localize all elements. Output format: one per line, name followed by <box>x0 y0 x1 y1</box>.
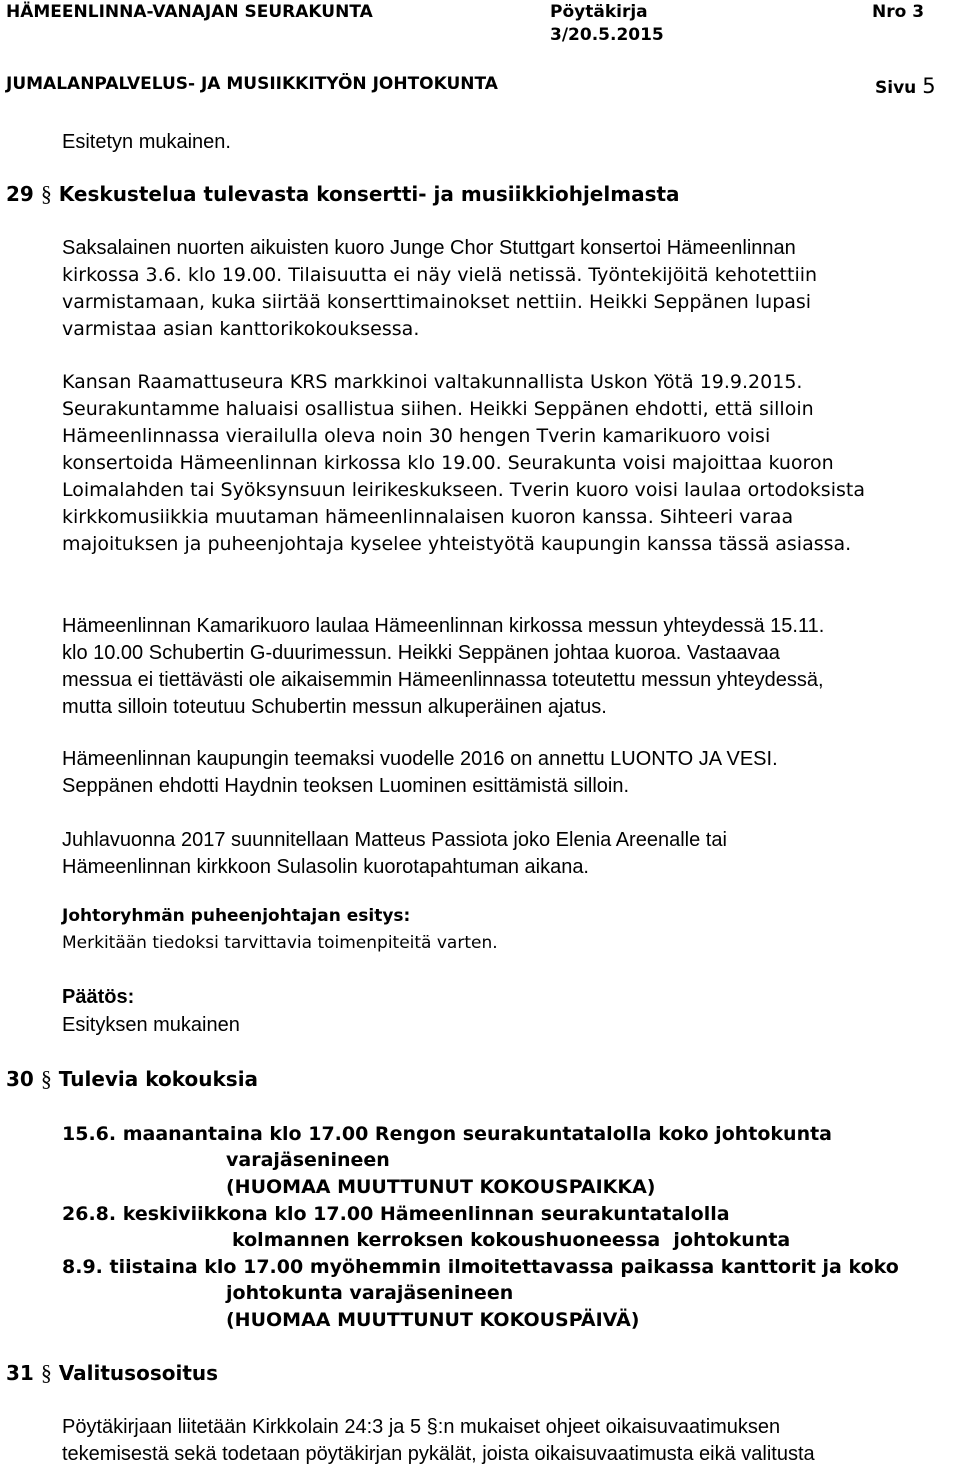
paragraph-line: varmistamaan, kuka siirtää konserttimainokset nettiin. Heikki Seppänen lupasi <box>62 291 812 313</box>
section-title: Keskustelua tulevasta konsertti- ja musiikkiohjelmasta <box>58 182 680 206</box>
paragraph-line: mutta silloin toteutuu Schubertin messun alkuperäinen ajatus. <box>62 696 607 718</box>
header-page-label: Sivu <box>875 78 917 98</box>
paragraph-line: Pöytäkirjaan liitetään Kirkkolain 24:3 ja 5 §:n mukaiset ohjeet oikaisuvaatimuksen <box>62 1416 781 1438</box>
paragraph-line: Hämeenlinnassa vierailulla oleva noin 30 hengen Tverin kamarikuoro voisi <box>62 425 771 447</box>
decision-label: Päätös: <box>62 986 135 1008</box>
meeting-3-line-3: (HUOMAA MUUTTUNUT KOKOUSPÄIVÄ) <box>226 1309 640 1331</box>
paragraph-line: klo 10.00 Schubertin G-duurimessun. Heikki Seppänen johtaa kuoroa. Vastaavaa <box>62 642 780 664</box>
header-page <box>875 74 936 98</box>
header-organization: HÄMEENLINNA-VANAJAN SEURAKUNTA <box>6 2 373 22</box>
section-number: 30 <box>6 1067 34 1091</box>
section-title: Valitusosoitus <box>58 1361 219 1385</box>
proposal-label: Johtoryhmän puheenjohtajan esitys: <box>62 906 411 926</box>
section-number: 29 <box>6 182 34 206</box>
section-29-paragraph-4 <box>62 746 778 800</box>
header-date: 3/20.5.2015 <box>550 25 664 45</box>
section-29-paragraph-1 <box>62 235 817 343</box>
meeting-1-line-2: varajäsenineen <box>226 1149 390 1171</box>
paragraph-line: Seurakuntamme haluaisi osallistua siihen. Heikki Seppänen ehdotti, että silloin <box>62 398 814 420</box>
header-doc-number: Nro 3 <box>872 2 925 22</box>
section-31-heading <box>6 1360 218 1386</box>
section-29-paragraph-5 <box>62 827 727 881</box>
paragraph-line: Kansan Raamattuseura KRS markkinoi valtakunnallista Uskon Yötä 19.9.2015. <box>62 371 803 393</box>
header-page-number: 5 <box>922 74 936 98</box>
section-symbol: § <box>40 1360 52 1385</box>
meeting-1-line-3: (HUOMAA MUUTTUNUT KOKOUSPAIKKA) <box>226 1176 656 1198</box>
paragraph-line: varmistaa asian kanttorikokouksessa. <box>62 318 420 340</box>
paragraph-line: konsertoida Hämeenlinnan kirkossa klo 19.00. Seurakunta voisi majoittaa kuoron <box>62 452 834 474</box>
paragraph-line: Juhlavuonna 2017 suunnitellaan Matteus Passiota joko Elenia Areenalle tai <box>62 829 727 851</box>
section-30-heading <box>6 1066 258 1092</box>
meeting-3-date: 8.9. tiistaina klo 17.00 myöhemmin ilmoitettavassa paikassa kanttorit ja koko <box>62 1256 899 1278</box>
paragraph-line: kirkkomusiikkia muutaman hämeenlinnalaisen kuoron kanssa. Sihteeri varaa <box>62 506 794 528</box>
meeting-2-date: 26.8. keskiviikkona klo 17.00 Hämeenlinnan seurakuntatalolla <box>62 1203 730 1225</box>
paragraph-line: messua ei tiettävästi ole aikaisemmin Hämeenlinnassa toteutettu messun yhteydessä, <box>62 669 824 691</box>
paragraph-line: Hämeenlinnan Kamarikuoro laulaa Hämeenlinnan kirkossa messun yhteydessä 15.11. <box>62 615 825 637</box>
section-31-paragraph-1 <box>62 1414 815 1468</box>
section-number: 31 <box>6 1361 34 1385</box>
section-symbol: § <box>40 181 52 206</box>
meeting-2-line-2: kolmannen kerroksen kokoushuoneessa johtokunta <box>232 1229 791 1251</box>
section-29-paragraph-3 <box>62 613 824 721</box>
section-symbol: § <box>40 1066 52 1091</box>
paragraph-line: Loimalahden tai Syöksynsuun leirikeskukseen. Tverin kuoro voisi laulaa ortodoksista <box>62 479 865 501</box>
section-title: Tulevia kokouksia <box>58 1067 259 1091</box>
paragraph-line: majoituksen ja puheenjohtaja kyselee yhteistyötä kaupungin kanssa tässä asiassa. <box>62 533 852 555</box>
intro-text: Esitetyn mukainen. <box>62 131 231 153</box>
header-doc-type: Pöytäkirja <box>550 2 648 22</box>
paragraph-line: Seppänen ehdotti Haydnin teoksen Luominen esittämistä silloin. <box>62 775 630 797</box>
decision-text: Esityksen mukainen <box>62 1014 240 1036</box>
section-29-paragraph-2 <box>62 369 865 558</box>
header-board: JUMALANPALVELUS- JA MUSIIKKITYÖN JOHTOKUNTA <box>6 74 498 94</box>
proposal-text: Merkitään tiedoksi tarvittavia toimenpiteitä varten. <box>62 933 498 953</box>
meeting-1-date: 15.6. maanantaina klo 17.00 Rengon seurakuntatalolla koko johtokunta <box>62 1123 833 1145</box>
section-29-heading <box>6 181 680 207</box>
paragraph-line: tekemisestä sekä todetaan pöytäkirjan pykälät, joista oikaisuvaatimusta eikä valitusta <box>62 1443 815 1465</box>
paragraph-line: kirkossa 3.6. klo 19.00. Tilaisuutta ei näy vielä netissä. Työntekijöitä kehotettiin <box>62 264 818 286</box>
meeting-3-line-2: johtokunta varajäsenineen <box>226 1282 514 1304</box>
paragraph-line: Saksalainen nuorten aikuisten kuoro Junge Chor Stuttgart konsertoi Hämeenlinnan <box>62 237 796 259</box>
paragraph-line: Hämeenlinnan kaupungin teemaksi vuodelle 2016 on annettu LUONTO JA VESI. <box>62 748 778 770</box>
paragraph-line: Hämeenlinnan kirkkoon Sulasolin kuorotapahtuman aikana. <box>62 856 589 878</box>
